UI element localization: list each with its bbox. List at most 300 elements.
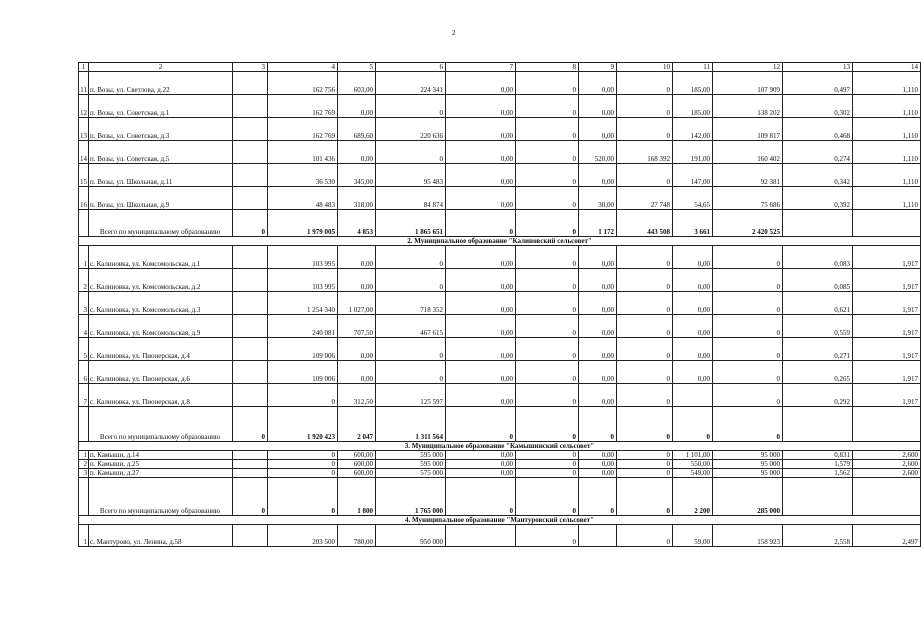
value-cell: 36 530 <box>268 164 338 187</box>
table-row <box>79 187 921 210</box>
table-row <box>79 269 921 292</box>
value-cell: 1,110 <box>853 95 921 118</box>
value-cell: 2,600 <box>853 451 921 460</box>
value-cell: 220 636 <box>376 118 446 141</box>
table-row <box>79 338 921 361</box>
total-row <box>79 407 921 442</box>
value-cell: 0,00 <box>673 292 713 315</box>
value-cell <box>233 460 268 469</box>
address-cell: п. Возы, ул. Советская, д.5 <box>89 141 233 164</box>
row-index: 7 <box>79 384 89 407</box>
value-cell: 2,600 <box>853 469 921 478</box>
total-value: 4 853 <box>338 210 376 237</box>
value-cell: 0 <box>713 384 783 407</box>
value-cell: 0 <box>713 269 783 292</box>
value-cell: 520,00 <box>579 141 617 164</box>
value-cell: 0 <box>617 451 673 460</box>
value-cell: 0,302 <box>783 95 853 118</box>
total-value <box>853 210 921 237</box>
row-index: 2 <box>79 460 89 469</box>
value-cell: 0,00 <box>446 118 516 141</box>
value-cell <box>233 384 268 407</box>
header-cell: 5 <box>338 63 376 72</box>
total-value: 0 <box>268 478 338 516</box>
value-cell: 0,00 <box>446 292 516 315</box>
blank-cell <box>79 407 89 442</box>
value-cell: 27 748 <box>617 187 673 210</box>
value-cell <box>233 118 268 141</box>
value-cell: 0,00 <box>673 246 713 269</box>
value-cell: 0 <box>617 525 673 547</box>
value-cell: 0,831 <box>783 451 853 460</box>
value-cell <box>233 95 268 118</box>
table-row <box>79 164 921 187</box>
address-cell: п. Камыши, д.25 <box>89 460 233 469</box>
value-cell: 54,65 <box>673 187 713 210</box>
row-index: 3 <box>79 469 89 478</box>
value-cell: 0 <box>376 141 446 164</box>
value-cell: 1 027,00 <box>338 292 376 315</box>
value-cell: 0,00 <box>446 95 516 118</box>
value-cell: 48 483 <box>268 187 338 210</box>
value-cell: 1,917 <box>853 315 921 338</box>
value-cell: 185,00 <box>673 95 713 118</box>
total-value: 0 <box>579 407 617 442</box>
total-value <box>783 478 853 516</box>
address-cell: с. Калиновка, ул. Комсомольская, д.2 <box>89 269 233 292</box>
total-value: 0 <box>516 210 579 237</box>
row-index: 1 <box>79 451 89 460</box>
value-cell: 0 <box>268 460 338 469</box>
value-cell: 0,00 <box>579 118 617 141</box>
value-cell: 84 874 <box>376 187 446 210</box>
value-cell: 0 <box>617 469 673 478</box>
value-cell: 109 006 <box>268 361 338 384</box>
value-cell: 0 <box>516 95 579 118</box>
section-title: 4. Муниципальное образование "Мантуровский сельсовет" <box>79 516 921 525</box>
value-cell: 0 <box>617 95 673 118</box>
value-cell: 1 101,00 <box>673 451 713 460</box>
table-row <box>79 72 921 95</box>
value-cell: 0 <box>268 384 338 407</box>
header-cell: 8 <box>516 63 579 72</box>
total-value: 0 <box>516 478 579 516</box>
value-cell: 162 756 <box>268 72 338 95</box>
data-table <box>78 62 921 547</box>
value-cell: 0 <box>376 95 446 118</box>
value-cell: 1,110 <box>853 187 921 210</box>
value-cell: 0,292 <box>783 384 853 407</box>
value-cell: 0 <box>516 451 579 460</box>
table-row <box>79 361 921 384</box>
value-cell: 1,917 <box>853 384 921 407</box>
value-cell: 318,00 <box>338 187 376 210</box>
value-cell: 0,00 <box>338 361 376 384</box>
section-row <box>79 237 921 246</box>
total-value: 0 <box>617 407 673 442</box>
value-cell: 0,342 <box>783 164 853 187</box>
value-cell: 1,917 <box>853 246 921 269</box>
row-index: 6 <box>79 361 89 384</box>
value-cell <box>233 187 268 210</box>
address-cell: с. Мантурово, ул. Ленина, д.58 <box>89 525 233 547</box>
total-value: 0 <box>516 407 579 442</box>
table-row <box>79 315 921 338</box>
value-cell: 0,00 <box>446 338 516 361</box>
value-cell: 0,559 <box>783 315 853 338</box>
blank-cell <box>79 478 89 516</box>
value-cell: 0,00 <box>579 451 617 460</box>
total-value: 0 <box>617 478 673 516</box>
address-cell: п. Камыши, д.27 <box>89 469 233 478</box>
value-cell: 707,50 <box>338 315 376 338</box>
value-cell: 0,00 <box>579 460 617 469</box>
total-value: 0 <box>713 407 783 442</box>
header-cell: 4 <box>268 63 338 72</box>
row-index: 5 <box>79 338 89 361</box>
row-index: 12 <box>79 95 89 118</box>
address-cell: с. Калиновка, ул. Комсомольская, д.1 <box>89 246 233 269</box>
value-cell: 0 <box>516 187 579 210</box>
value-cell <box>673 384 713 407</box>
table-row <box>79 460 921 469</box>
value-cell: 0 <box>516 246 579 269</box>
value-cell <box>446 525 516 547</box>
value-cell <box>233 338 268 361</box>
total-value <box>853 407 921 442</box>
total-value: 2 420 525 <box>713 210 783 237</box>
address-cell: с. Калиновка, ул. Пионерская, д.8 <box>89 384 233 407</box>
value-cell: 0 <box>617 246 673 269</box>
value-cell: 0 <box>617 315 673 338</box>
value-cell <box>233 525 268 547</box>
value-cell: 780,00 <box>338 525 376 547</box>
value-cell: 1,917 <box>853 361 921 384</box>
value-cell: 0,00 <box>446 72 516 95</box>
value-cell: 0,083 <box>783 246 853 269</box>
value-cell: 185,00 <box>673 72 713 95</box>
total-value: 0 <box>446 407 516 442</box>
value-cell: 0,497 <box>783 72 853 95</box>
value-cell: 1,110 <box>853 118 921 141</box>
value-cell: 0,00 <box>338 95 376 118</box>
row-index: 11 <box>79 72 89 95</box>
value-cell: 0,00 <box>673 315 713 338</box>
value-cell: 0,00 <box>579 469 617 478</box>
value-cell: 0 <box>516 164 579 187</box>
row-index: 2 <box>79 269 89 292</box>
section-row <box>79 516 921 525</box>
value-cell <box>233 141 268 164</box>
value-cell: 0 <box>617 338 673 361</box>
value-cell: 191,00 <box>673 141 713 164</box>
total-value: 1 920 423 <box>268 407 338 442</box>
value-cell: 109 817 <box>713 118 783 141</box>
value-cell <box>233 246 268 269</box>
table-row <box>79 525 921 547</box>
total-value: 2 047 <box>338 407 376 442</box>
value-cell: 1,917 <box>853 338 921 361</box>
value-cell: 0,00 <box>446 315 516 338</box>
value-cell: 0,265 <box>783 361 853 384</box>
value-cell: 0 <box>617 72 673 95</box>
table-row <box>79 95 921 118</box>
table-row <box>79 246 921 269</box>
page-number: 2 <box>452 29 456 37</box>
value-cell: 0 <box>617 292 673 315</box>
value-cell: 0 <box>376 246 446 269</box>
address-cell: с. Калиновка, ул. Пионерская, д.4 <box>89 338 233 361</box>
address-cell: п. Возы, ул. Советская, д.3 <box>89 118 233 141</box>
value-cell: 0 <box>376 361 446 384</box>
value-cell: 0,00 <box>338 246 376 269</box>
value-cell: 0,00 <box>446 384 516 407</box>
total-value: 0 <box>446 210 516 237</box>
value-cell: 0,00 <box>579 72 617 95</box>
value-cell: 595 000 <box>376 451 446 460</box>
value-cell: 689,60 <box>338 118 376 141</box>
total-value: 0 <box>673 407 713 442</box>
value-cell: 1,110 <box>853 72 921 95</box>
value-cell: 0 <box>516 72 579 95</box>
value-cell: 549,00 <box>673 469 713 478</box>
value-cell: 2,497 <box>853 525 921 547</box>
address-cell: с. Калиновка, ул. Комсомольская, д.9 <box>89 315 233 338</box>
value-cell: 575 000 <box>376 469 446 478</box>
address-cell: п. Возы, ул. Школьная, д.11 <box>89 164 233 187</box>
value-cell: 1,110 <box>853 164 921 187</box>
value-cell: 95 000 <box>713 451 783 460</box>
value-cell: 2,600 <box>853 460 921 469</box>
total-value: 1 765 000 <box>376 478 446 516</box>
value-cell: 595 000 <box>376 460 446 469</box>
value-cell: 0,00 <box>338 269 376 292</box>
value-cell: 0,392 <box>783 187 853 210</box>
header-cell: 3 <box>233 63 268 72</box>
header-cell: 2 <box>89 63 233 72</box>
value-cell: 467 615 <box>376 315 446 338</box>
value-cell: 0 <box>713 292 783 315</box>
value-cell: 0 <box>617 361 673 384</box>
table-row <box>79 451 921 460</box>
header-cell: 1 <box>79 63 89 72</box>
header-cell: 10 <box>617 63 673 72</box>
row-index: 14 <box>79 141 89 164</box>
row-index: 4 <box>79 315 89 338</box>
value-cell: 0 <box>516 469 579 478</box>
value-cell: 0 <box>516 460 579 469</box>
value-cell: 103 995 <box>268 246 338 269</box>
value-cell: 0,085 <box>783 269 853 292</box>
value-cell: 101 436 <box>268 141 338 164</box>
value-cell: 1 254 340 <box>268 292 338 315</box>
value-cell: 0,00 <box>579 246 617 269</box>
total-value: 1 172 <box>579 210 617 237</box>
section-row <box>79 442 921 451</box>
value-cell: 240 081 <box>268 315 338 338</box>
header-cell: 9 <box>579 63 617 72</box>
header-cell: 6 <box>376 63 446 72</box>
value-cell: 0,00 <box>446 246 516 269</box>
value-cell: 0 <box>516 315 579 338</box>
value-cell: 0,00 <box>579 269 617 292</box>
value-cell: 0,00 <box>446 361 516 384</box>
total-value <box>783 407 853 442</box>
value-cell: 138 202 <box>713 95 783 118</box>
section-title: 3. Муниципальное образование "Камышинский сельсовет" <box>79 442 921 451</box>
value-cell: 0,00 <box>579 164 617 187</box>
address-cell: п. Камыши, д.14 <box>89 451 233 460</box>
row-index: 3 <box>79 292 89 315</box>
value-cell <box>233 164 268 187</box>
value-cell: 0,00 <box>579 361 617 384</box>
value-cell <box>233 269 268 292</box>
value-cell: 312,50 <box>338 384 376 407</box>
section-title: 2. Муниципальное образование "Калиновский сельсовет" <box>79 237 921 246</box>
value-cell: 0 <box>713 338 783 361</box>
value-cell: 0 <box>713 315 783 338</box>
row-index: 15 <box>79 164 89 187</box>
total-label: Всего по муниципальному образованию <box>89 407 233 442</box>
value-cell: 0,00 <box>446 451 516 460</box>
value-cell: 0,00 <box>446 187 516 210</box>
value-cell: 0,00 <box>579 338 617 361</box>
value-cell: 1,579 <box>783 460 853 469</box>
total-value: 443 508 <box>617 210 673 237</box>
value-cell: 600,00 <box>338 460 376 469</box>
value-cell: 162 769 <box>268 95 338 118</box>
value-cell: 0 <box>516 118 579 141</box>
value-cell: 109 006 <box>268 338 338 361</box>
value-cell <box>233 361 268 384</box>
value-cell: 224 341 <box>376 72 446 95</box>
total-value: 0 <box>233 210 268 237</box>
header-cell: 12 <box>713 63 783 72</box>
value-cell: 162 769 <box>268 118 338 141</box>
value-cell: 1,110 <box>853 141 921 164</box>
value-cell: 0 <box>516 269 579 292</box>
row-index: 1 <box>79 525 89 547</box>
value-cell: 0 <box>617 269 673 292</box>
value-cell: 1,562 <box>783 469 853 478</box>
value-cell: 0 <box>376 269 446 292</box>
value-cell: 0,00 <box>673 361 713 384</box>
value-cell: 95 000 <box>713 469 783 478</box>
value-cell: 0 <box>268 469 338 478</box>
header-cell: 13 <box>783 63 853 72</box>
value-cell: 600,00 <box>338 451 376 460</box>
address-cell: п. Возы, ул. Советская, д.1 <box>89 95 233 118</box>
value-cell: 0,00 <box>446 269 516 292</box>
value-cell: 0 <box>516 141 579 164</box>
row-index: 1 <box>79 246 89 269</box>
value-cell: 107 909 <box>713 72 783 95</box>
total-value: 0 <box>579 478 617 516</box>
total-row <box>79 210 921 237</box>
value-cell: 125 597 <box>376 384 446 407</box>
value-cell: 0 <box>516 338 579 361</box>
header-cell: 14 <box>853 63 921 72</box>
value-cell: 0,00 <box>338 338 376 361</box>
total-value: 1 800 <box>338 478 376 516</box>
value-cell: 0,00 <box>579 95 617 118</box>
total-value: 285 000 <box>713 478 783 516</box>
value-cell: 0 <box>713 361 783 384</box>
address-cell: п. Возы, ул. Светлова, д.22 <box>89 72 233 95</box>
value-cell: 0,274 <box>783 141 853 164</box>
value-cell: 0,00 <box>338 141 376 164</box>
value-cell <box>233 469 268 478</box>
value-cell: 0,00 <box>446 460 516 469</box>
value-cell: 603,00 <box>338 72 376 95</box>
total-value <box>783 210 853 237</box>
table-row <box>79 469 921 478</box>
address-cell: с. Калиновка, ул. Пионерская, д.6 <box>89 361 233 384</box>
value-cell: 2,558 <box>783 525 853 547</box>
total-value: 3 661 <box>673 210 713 237</box>
value-cell: 600,00 <box>338 469 376 478</box>
value-cell: 0,271 <box>783 338 853 361</box>
value-cell: 718 352 <box>376 292 446 315</box>
value-cell: 92 381 <box>713 164 783 187</box>
value-cell: 103 995 <box>268 269 338 292</box>
value-cell: 1,917 <box>853 269 921 292</box>
value-cell: 0 <box>516 292 579 315</box>
value-cell <box>579 525 617 547</box>
total-value: 0 <box>233 407 268 442</box>
value-cell: 550,00 <box>673 460 713 469</box>
row-index: 13 <box>79 118 89 141</box>
value-cell: 168 392 <box>617 141 673 164</box>
value-cell <box>233 451 268 460</box>
header-cell: 7 <box>446 63 516 72</box>
total-label: Всего по муниципальному образованию <box>89 478 233 516</box>
value-cell: 0 <box>516 525 579 547</box>
header-cell: 11 <box>673 63 713 72</box>
total-value: 0 <box>446 478 516 516</box>
value-cell: 75 686 <box>713 187 783 210</box>
value-cell: 0 <box>516 361 579 384</box>
total-label: Всего по муниципальному образованию <box>89 210 233 237</box>
value-cell: 0,468 <box>783 118 853 141</box>
total-value: 1 865 651 <box>376 210 446 237</box>
value-cell: 0,00 <box>673 338 713 361</box>
row-index: 16 <box>79 187 89 210</box>
value-cell: 142,00 <box>673 118 713 141</box>
value-cell: 0,621 <box>783 292 853 315</box>
value-cell: 0 <box>713 246 783 269</box>
total-value: 1 311 564 <box>376 407 446 442</box>
table-row <box>79 384 921 407</box>
value-cell: 345,00 <box>338 164 376 187</box>
value-cell: 59,00 <box>673 525 713 547</box>
value-cell: 0,00 <box>579 315 617 338</box>
address-cell: п. Возы, ул. Школьная, д.9 <box>89 187 233 210</box>
value-cell: 950 000 <box>376 525 446 547</box>
total-value: 1 979 005 <box>268 210 338 237</box>
table-row <box>79 292 921 315</box>
value-cell: 0 <box>617 460 673 469</box>
table-row <box>79 141 921 164</box>
value-cell: 0 <box>617 164 673 187</box>
total-value <box>853 478 921 516</box>
address-cell: с. Калиновка, ул. Комсомольская, д.3 <box>89 292 233 315</box>
value-cell: 160 402 <box>713 141 783 164</box>
total-value: 0 <box>233 478 268 516</box>
value-cell: 203 500 <box>268 525 338 547</box>
value-cell: 95 000 <box>713 460 783 469</box>
value-cell <box>233 292 268 315</box>
